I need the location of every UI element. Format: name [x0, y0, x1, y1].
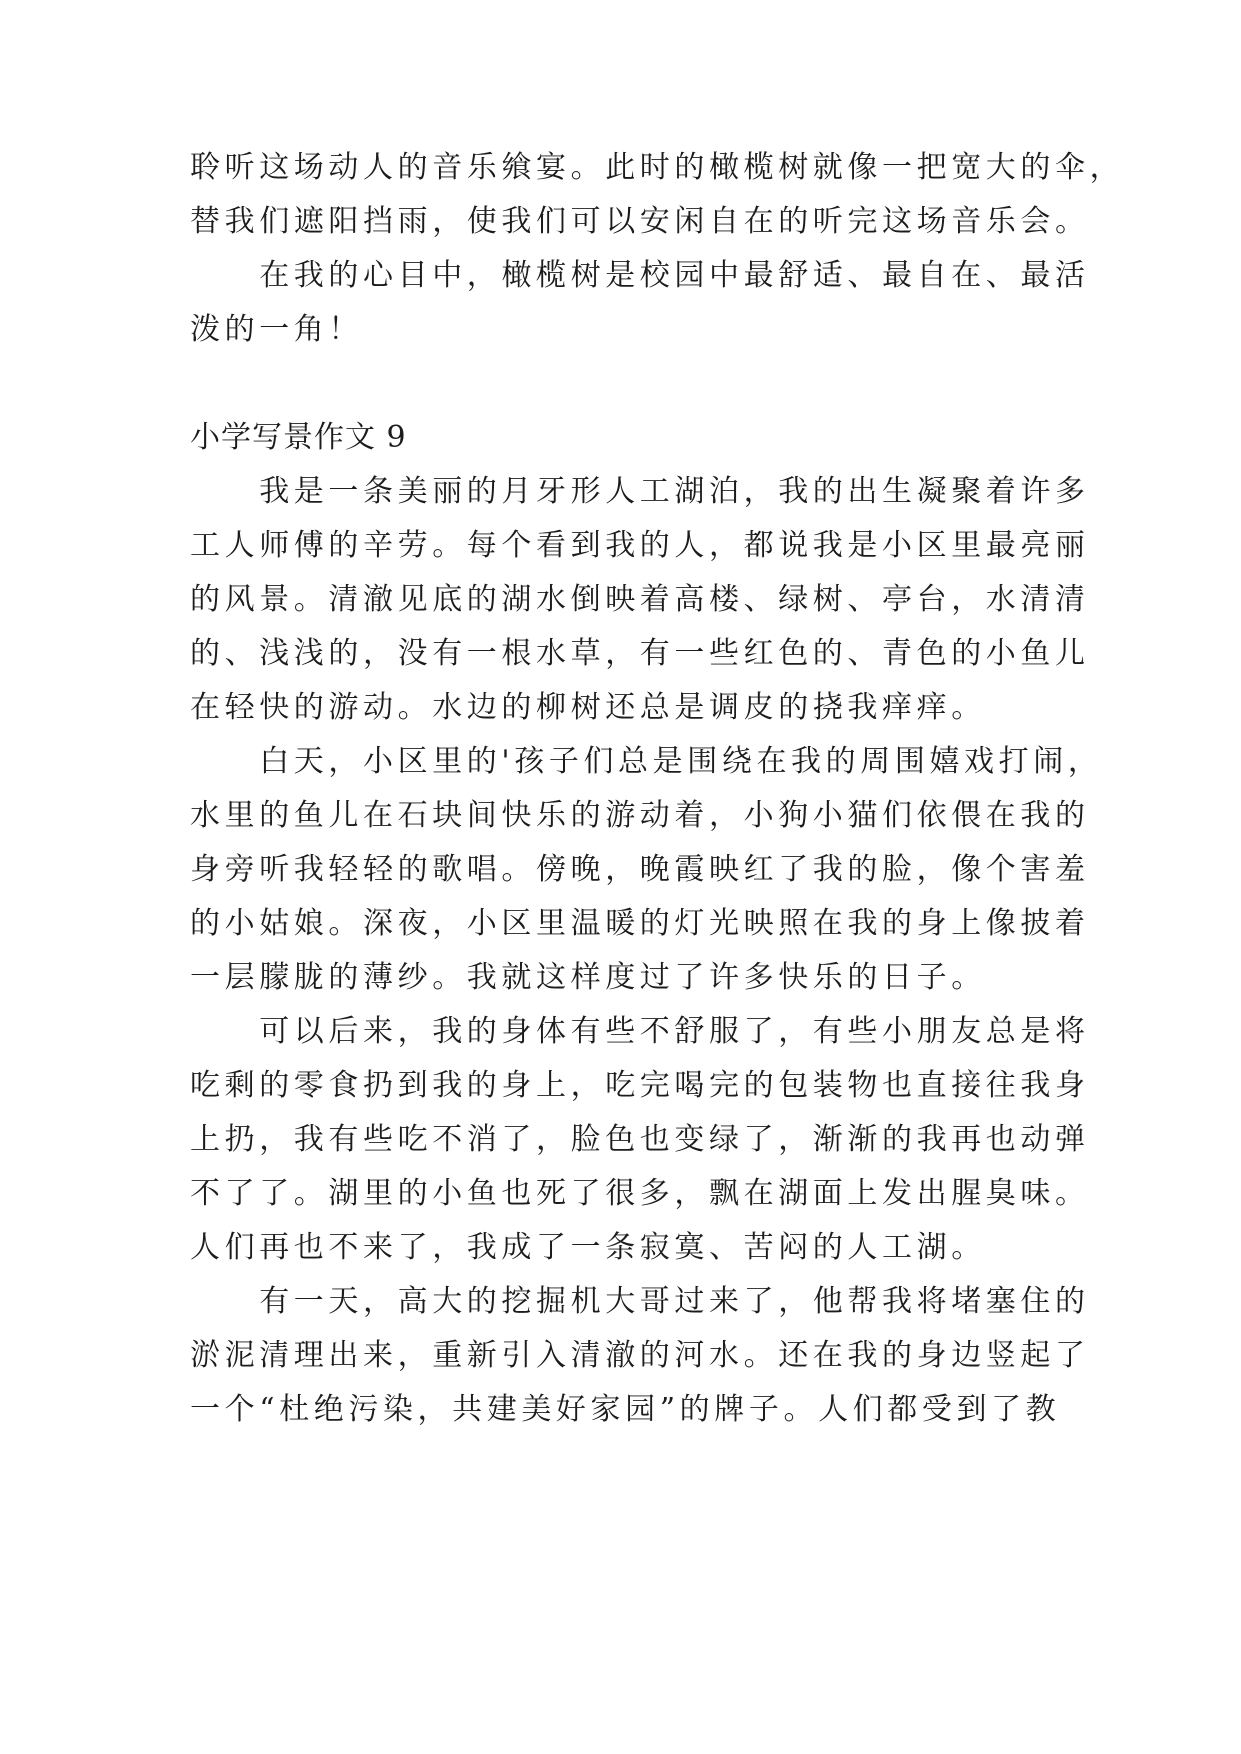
text-line: 淤泥清理出来，重新引入清澈的河水。还在我的身边竖起了	[190, 1338, 1090, 1373]
text-line: 上扔，我有些吃不消了，脸色也变绿了，渐渐的我再也动弹	[190, 1122, 1090, 1157]
text-line: 我是一条美丽的月牙形人工湖泊，我的出生凝聚着许多	[190, 474, 1090, 509]
text-line: 一层朦胧的薄纱。我就这样度过了许多快乐的日子。	[190, 960, 986, 995]
text-line: 工人师傅的辛劳。每个看到我的人，都说我是小区里最亮丽	[190, 528, 1090, 563]
text-line: 水里的鱼儿在石块间快乐的游动着，小狗小猫们依偎在我的	[190, 798, 1090, 833]
text-line: 吃剩的零食扔到我的身上，吃完喝完的包装物也直接往我身	[190, 1068, 1090, 1103]
text-line: 可以后来，我的身体有些不舒服了，有些小朋友总是将	[190, 1014, 1090, 1049]
text-line: 在我的心目中，橄榄树是校园中最舒适、最自在、最活	[190, 258, 1090, 293]
text-line: 身旁听我轻轻的歌唱。傍晚，晚霞映红了我的脸，像个害羞	[190, 852, 1090, 887]
text-line: 白天，小区里的'孩子们总是围绕在我的周围嬉戏打闹，	[190, 744, 1103, 779]
text-line: 有一天，高大的挖掘机大哥过来了，他帮我将堵塞住的	[190, 1284, 1090, 1319]
text-line: 不了了。湖里的小鱼也死了很多，飘在湖面上发出腥臭味。	[190, 1176, 1090, 1211]
text-line: 的、浅浅的，没有一根水草，有一些红色的、青色的小鱼儿	[190, 636, 1090, 671]
text-line: 的小姑娘。深夜，小区里温暖的灯光映照在我的身上像披着	[190, 906, 1090, 941]
text-line: 泼的一角！	[190, 312, 363, 347]
text-line: 替我们遮阳挡雨，使我们可以安闲自在的听完这场音乐会。	[190, 204, 1090, 239]
text-line: 人们再也不来了，我成了一条寂寞、苦闷的人工湖。	[190, 1230, 986, 1265]
text-line: 在轻快的游动。水边的柳树还总是调皮的挠我痒痒。	[190, 690, 986, 725]
text-line: 一个“杜绝污染，共建美好家园”的牌子。人们都受到了教	[190, 1392, 1061, 1427]
text-line: 的风景。清澈见底的湖水倒映着高楼、绿树、亭台，水清清	[190, 582, 1090, 617]
section-title: 小学写景作文 9	[190, 420, 407, 455]
text-line: 聆听这场动人的音乐飨宴。此时的橄榄树就像一把宽大的伞，	[190, 150, 1125, 185]
